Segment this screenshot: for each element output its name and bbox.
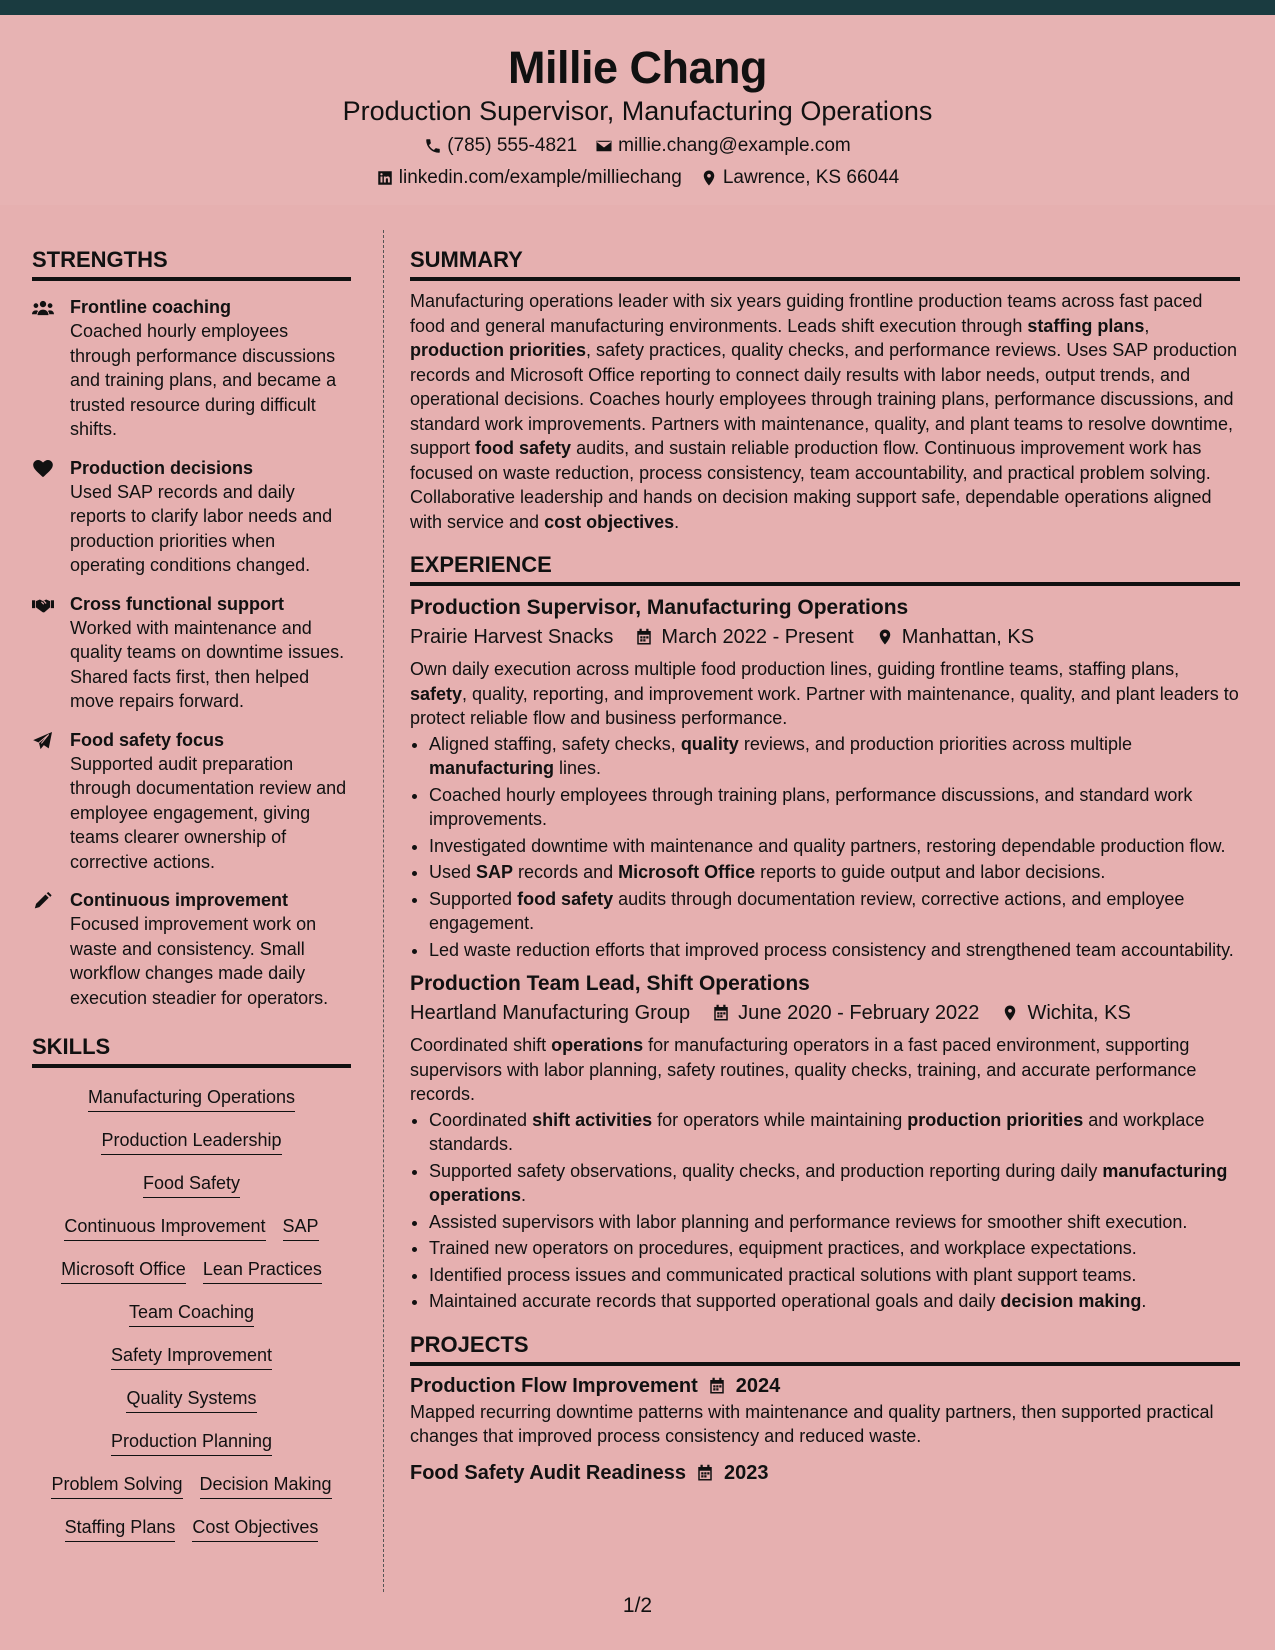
- skill-row: [126, 1387, 256, 1413]
- calendar-icon: [635, 628, 653, 646]
- skill-row: [111, 1344, 272, 1370]
- column-divider: [383, 230, 384, 1592]
- strength-item: [32, 456, 351, 578]
- strength-text: Focused improvement work on waste and consistency. Small workflow changes made daily execution steadier for operators.: [70, 914, 329, 1008]
- text-run: audits, and sustain reliable production flow. Continuous improvement work has focused on waste reduction, process consistency, team accountability, and practical problem solving. Collaborative leadership and hands on decision making support safe, dependable operations aligned with service and: [410, 438, 1212, 532]
- summary-heading: SUMMARY: [410, 243, 1240, 281]
- job-bullet: [429, 860, 1240, 885]
- text-run: Own daily execution across multiple food production lines, guiding frontline teams, staffing plans,: [410, 659, 1180, 679]
- pencil-icon: [32, 892, 54, 910]
- skill-row: [65, 1516, 319, 1542]
- summary-text: [410, 289, 1240, 534]
- projects-heading: PROJECTS: [410, 1328, 1240, 1366]
- text-run: .: [1141, 1291, 1147, 1311]
- text-run: Assisted supervisors with labor planning and performance reviews for smoother shift execution.: [429, 1211, 1188, 1232]
- strength-title: Frontline coaching: [70, 297, 232, 317]
- strength-title: Food safety focus: [70, 729, 225, 750]
- text-run: audits through documentation review, corrective actions, and employee engagement.: [429, 888, 1185, 933]
- job-location: Manhattan, KS: [901, 626, 1035, 648]
- phone-text: (785) 555-4821: [447, 135, 578, 156]
- bold-text: manufacturing: [429, 758, 555, 778]
- skill-row: [143, 1172, 240, 1198]
- project-entry: [410, 1372, 1240, 1449]
- contact-location: [700, 166, 899, 190]
- text-run: , safety practices, quality checks, and performance reviews. Uses SAP production records and Microsoft Office reporting to connect daily results with labor needs, output trends, and operational decisions. Coaches hourly employees through training plans, performance discussions, and standard work improvements. Partners with maintenance, quality, and plant teams to resolve downtime, support: [410, 340, 1237, 458]
- project-name: Food Safety Audit Readiness: [410, 1461, 686, 1484]
- contact-email[interactable]: [595, 134, 851, 158]
- candidate-title: Production Supervisor, Manufacturing Operations: [342, 96, 933, 126]
- skills-heading: SKILLS: [32, 1030, 351, 1068]
- map-pin-icon: [700, 169, 718, 187]
- skill-tag: Lean Practices: [203, 1258, 322, 1284]
- page-number: 1/2: [622, 1594, 653, 1617]
- job-dates: March 2022 - Present: [661, 626, 854, 648]
- skill-tag: Safety Improvement: [111, 1344, 272, 1370]
- phone-icon: [424, 137, 442, 155]
- map-pin-icon: [876, 628, 894, 646]
- job-title: Production Team Lead, Shift Operations: [410, 972, 810, 995]
- text-run: Identified process issues and communicated practical solutions with plant support teams.: [429, 1264, 1137, 1285]
- bold-text: operations: [551, 1035, 644, 1055]
- text-run: Coordinated: [429, 1109, 533, 1130]
- bold-text: shift activities: [532, 1109, 653, 1130]
- location-text: Lawrence, KS 66044: [722, 167, 900, 188]
- skill-tag: Production Leadership: [101, 1129, 281, 1155]
- envelope-icon: [595, 137, 613, 155]
- skill-tag: Continuous Improvement: [64, 1215, 265, 1241]
- text-run: , quality, reporting, and improvement work. Partner with maintenance, quality, and plant leaders to protect reliable flow and business performance.: [410, 683, 1239, 728]
- skill-tag: Staffing Plans: [65, 1516, 176, 1542]
- calendar-icon: [708, 1377, 726, 1395]
- job-bullet: [429, 732, 1240, 781]
- text-run: reports to guide output and labor decisions.: [755, 862, 1106, 882]
- strength-item: [32, 888, 351, 1010]
- job-description: [410, 1033, 1240, 1107]
- text-run: for manufacturing operators in a fast paced environment, supporting supervisors with labor planning, safety routines, quality checks, training, and accurate performance records.: [410, 1035, 1197, 1104]
- experience-entry: [410, 594, 1240, 962]
- skill-row: [64, 1215, 318, 1241]
- text-run: lines.: [554, 758, 602, 778]
- strengths-heading: STRENGTHS: [32, 243, 351, 281]
- text-run: Investigated downtime with maintenance and quality partners, restoring dependable production flow.: [429, 835, 1226, 856]
- skill-row: [101, 1129, 281, 1155]
- strength-title: Cross functional support: [70, 593, 285, 614]
- job-bullet: [429, 834, 1240, 859]
- project-year: 2023: [723, 1461, 769, 1484]
- contact-row: [0, 134, 1275, 158]
- strength-text: Used SAP records and daily reports to clarify labor needs and production priorities when operating conditions changed.: [70, 481, 333, 575]
- bold-text: Microsoft Office: [618, 862, 756, 882]
- skill-row: [129, 1301, 254, 1327]
- project-description: Mapped recurring downtime patterns with maintenance and quality partners, then supported practical changes that improved process consistency and reduced waste.: [410, 1401, 1214, 1446]
- job-dates: June 2020 - February 2022: [738, 1002, 980, 1024]
- email-text[interactable]: millie.chang@example.com: [618, 135, 851, 156]
- job-company: Heartland Manufacturing Group: [410, 1002, 691, 1024]
- resume-header: [0, 15, 1275, 205]
- right-column: [410, 243, 1240, 1487]
- calendar-icon: [696, 1464, 714, 1482]
- skill-row: [111, 1430, 272, 1456]
- experience-entry: [410, 970, 1240, 1314]
- bold-text: decision making: [1000, 1291, 1142, 1311]
- skill-tag: Problem Solving: [51, 1473, 182, 1499]
- handshake-icon: [32, 596, 54, 614]
- skill-tag: Microsoft Office: [61, 1258, 186, 1284]
- job-bullet: [429, 887, 1240, 936]
- text-run: Used: [429, 862, 477, 882]
- job-description: [410, 657, 1240, 731]
- job-bullet: [429, 1236, 1240, 1261]
- skill-tag: Team Coaching: [129, 1301, 254, 1327]
- top-accent-bar: [0, 0, 1275, 15]
- bold-text: food safety: [517, 888, 614, 909]
- project-year: 2024: [735, 1374, 781, 1397]
- text-run: Supported safety observations, quality checks, and production reporting during daily: [429, 1160, 1103, 1181]
- job-company: Prairie Harvest Snacks: [410, 626, 614, 648]
- job-bullet: [429, 1289, 1240, 1314]
- job-meta: [410, 999, 1240, 1027]
- users-icon: [32, 299, 54, 317]
- job-bullet: [429, 938, 1240, 963]
- text-run: Trained new operators on procedures, equipment practices, and workplace expectations.: [429, 1238, 1137, 1258]
- skill-row: [61, 1258, 322, 1284]
- text-run: Manufacturing operations leader with six years guiding frontline production teams across fast paced food and general manufacturing environments. Leads shift execution through: [410, 291, 1203, 336]
- text-run: .: [674, 511, 680, 532]
- project-name: Production Flow Improvement: [410, 1374, 698, 1397]
- job-bullet: [429, 783, 1240, 832]
- contact-row: [0, 166, 1275, 190]
- contact-phone: [424, 134, 577, 158]
- bold-text: food safety: [475, 438, 572, 458]
- bold-text: manufacturing operations: [429, 1160, 1228, 1205]
- strength-text: Worked with maintenance and quality teams on downtime issues. Shared facts first, then helped move repairs forward.: [70, 617, 345, 711]
- linkedin-icon: [376, 169, 394, 187]
- job-title: Production Supervisor, Manufacturing Operations: [410, 596, 909, 619]
- text-run: Aligned staffing, safety checks,: [429, 733, 681, 754]
- bold-text: staffing plans: [1027, 315, 1145, 336]
- strength-item: [32, 592, 351, 714]
- text-run: .: [521, 1185, 527, 1205]
- paper-plane-icon: [32, 732, 54, 750]
- text-run: Coached hourly employees through training plans, performance discussions, and standard work improvements.: [429, 784, 1193, 829]
- strength-text: Supported audit preparation through documentation review and employee engagement, giving teams clearer ownership of corrective actions.: [70, 753, 347, 872]
- job-bullet: [429, 1210, 1240, 1235]
- job-bullet: [429, 1263, 1240, 1288]
- skill-tag: Food Safety: [143, 1172, 240, 1198]
- bold-text: safety: [410, 683, 463, 704]
- job-bullets: [410, 1108, 1240, 1314]
- text-run: for operators while maintaining: [652, 1109, 908, 1130]
- project-title: [410, 1459, 1240, 1487]
- map-pin-icon: [1001, 1004, 1019, 1022]
- contact-linkedin[interactable]: [376, 166, 682, 190]
- strengths-list: [32, 295, 351, 1010]
- linkedin-text[interactable]: linkedin.com/example/milliechang: [398, 167, 682, 188]
- job-meta: [410, 623, 1240, 651]
- skill-tag: Quality Systems: [126, 1387, 256, 1413]
- text-run: reviews, and production priorities across multiple: [738, 733, 1132, 754]
- text-run: Led waste reduction efforts that improved process consistency and strengthened team accountability.: [429, 939, 1234, 960]
- strength-title: Production decisions: [70, 457, 254, 478]
- skill-tag: Production Planning: [111, 1430, 272, 1456]
- bold-text: production priorities: [410, 340, 587, 360]
- experience-heading: EXPERIENCE: [410, 548, 1240, 586]
- skill-tag: SAP: [283, 1215, 319, 1241]
- job-bullet: [429, 1159, 1240, 1208]
- project-entry: [410, 1459, 1240, 1487]
- heart-icon: [32, 460, 54, 478]
- bold-text: SAP: [476, 862, 514, 882]
- text-run: records and: [513, 862, 619, 882]
- skill-row: [51, 1473, 331, 1499]
- job-bullets: [410, 732, 1240, 963]
- skill-tag: Cost Objectives: [192, 1516, 318, 1542]
- left-column: [32, 243, 351, 1542]
- candidate-name: Millie Chang: [507, 42, 767, 93]
- strength-text: Coached hourly employees through performance discussions and training plans, and became a trusted resource during difficult shifts.: [70, 321, 337, 439]
- strength-item: [32, 295, 351, 442]
- job-location: Wichita, KS: [1027, 1002, 1131, 1024]
- project-title: [410, 1372, 1240, 1400]
- bold-text: cost objectives: [544, 511, 675, 532]
- text-run: Maintained accurate records that supported operational goals and daily: [429, 1291, 1001, 1311]
- strength-item: [32, 728, 351, 875]
- strength-title: Continuous improvement: [70, 890, 289, 910]
- skills-list: [32, 1086, 351, 1542]
- bold-text: quality: [680, 733, 739, 754]
- text-run: Supported: [429, 888, 518, 909]
- text-run: Coordinated shift: [410, 1035, 552, 1055]
- skill-tag: Manufacturing Operations: [88, 1086, 295, 1112]
- bold-text: production priorities: [907, 1109, 1084, 1130]
- calendar-icon: [712, 1004, 730, 1022]
- text-run: and workplace standards.: [429, 1109, 1205, 1154]
- skill-row: [88, 1086, 295, 1112]
- skill-tag: Decision Making: [200, 1473, 332, 1499]
- job-bullet: [429, 1108, 1240, 1157]
- text-run: ,: [1144, 315, 1150, 336]
